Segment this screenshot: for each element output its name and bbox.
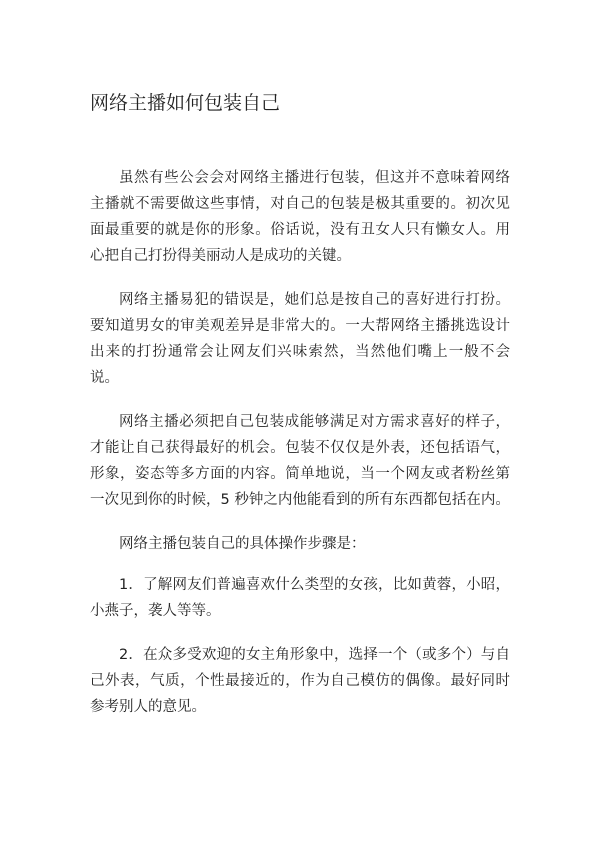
paragraph-step-2: 2．在众多受欢迎的女主角形象中，选择一个（或多个）与自己外表，气质，个性最接近的，作为自己模仿的偶像。最好同时参考别人的意见。 xyxy=(90,647,510,715)
paragraph-mistake: 网络主播易犯的错误是，她们总是按自己的喜好进行打扮。要知道男女的审美观差异是非常大的。一大帮网络主播挑选设计出来的打扮通常会让网友们兴味索然，当然他们嘴上一般不会说。 xyxy=(90,292,510,386)
paragraph-intro: 虽然有些公会会对网络主播进行包装，但这并不意味着网络主播就不需要做这些事情，对自己的包装是极其重要的。初次见面最重要的就是你的形象。俗话说，没有丑女人只有懒女人。用心把自己打扮得美丽动人是成功的关键。 xyxy=(90,170,510,264)
document-body xyxy=(90,165,510,738)
paragraph-step-1: 1．了解网友们普遍喜欢什么类型的女孩，比如黄蓉，小昭，小燕子，袭人等等。 xyxy=(90,577,510,619)
document-title: 网络主播如何包装自己 xyxy=(90,92,281,114)
paragraph-steps-heading: 网络主播包装自己的具体操作步骤是： xyxy=(119,536,366,552)
paragraph-packaging: 网络主播必须把自己包装成能够满足对方需求喜好的样子，才能让自己获得最好的机会。包装不仅仅是外表，还包括语气，形象，姿态等多方面的内容。简单地说，当一个网友或者粉丝第一次见到你的时候，5 秒钟之内他能看到的所有东西都包括在内。 xyxy=(90,414,510,508)
